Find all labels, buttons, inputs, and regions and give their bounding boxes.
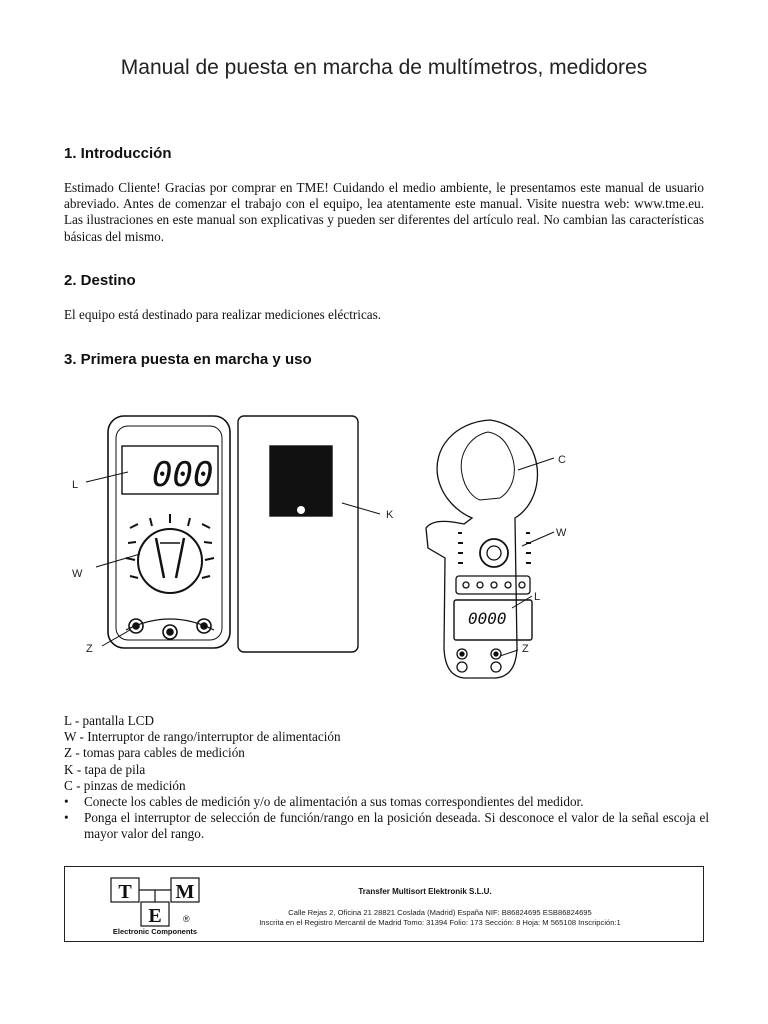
label-l-right: L bbox=[534, 591, 541, 603]
bullet-item bbox=[64, 810, 709, 842]
paragraph-introduccion: Estimado Cliente! Gracias por comprar en TME! Cuidando el medio ambiente, le presentamos este manual de usuario abreviado. Antes de comenzar el trabajo con el equipo, lea atentamente este manual. Visite nuestra web: www.tme.eu. Las ilustraciones en este manual son explicativas y pueden ser diferentes del artículo real. No cambian las características básicas del mismo. bbox=[64, 180, 704, 244]
paragraph-destino: El equipo está destinado para realizar mediciones eléctricas. bbox=[64, 307, 382, 322]
heading-introduccion: 1. Introducción bbox=[64, 145, 172, 162]
legend-item: W - Interruptor de rango/interruptor de alimentación bbox=[64, 729, 341, 745]
logo-letter-t: T bbox=[118, 881, 132, 903]
label-w-right: W bbox=[556, 527, 567, 539]
multimeter-back bbox=[238, 416, 358, 652]
label-c: C bbox=[558, 454, 566, 466]
company-address bbox=[190, 908, 690, 928]
legend-item: C - pinzas de medición bbox=[64, 777, 186, 793]
multimeter-illustration bbox=[60, 408, 710, 683]
footer-box bbox=[64, 866, 704, 942]
label-w-left: W bbox=[72, 568, 83, 580]
page-title: Manual de puesta en marcha de multímetros, medidores bbox=[120, 56, 648, 79]
heading-destino: 2. Destino bbox=[64, 272, 136, 289]
legend-item: Z - tomas para cables de medición bbox=[64, 745, 245, 761]
lcd-right-digits: 0000 bbox=[468, 609, 507, 628]
legend-item: L - pantalla LCD bbox=[64, 713, 154, 728]
label-z-right: Z bbox=[522, 643, 529, 655]
address-line: Inscrita en el Registro Mercantil de Madrid Tomo: 31394 Folio: 173 Sección: 8 Hoja: M 565108 Inscripción:1 bbox=[259, 918, 621, 927]
logo-subtitle: Electronic Components bbox=[112, 927, 198, 936]
registered-mark: ® bbox=[183, 914, 190, 924]
heading-primera-puesta: 3. Primera puesta en marcha y uso bbox=[64, 351, 312, 368]
legend-item: K - tapa de pila bbox=[64, 761, 146, 777]
label-z-left: Z bbox=[86, 643, 93, 655]
bullet-item bbox=[64, 794, 709, 810]
label-l-left: L bbox=[72, 479, 79, 491]
multimeter-front bbox=[108, 416, 230, 648]
bullet-dot: • bbox=[64, 794, 69, 810]
clamp-meter bbox=[426, 420, 537, 678]
logo-letter-m: M bbox=[175, 881, 195, 903]
address-line: Calle Rejas 2, Oficina 21 28821 Coslada (Madrid) España NIF: B86824695 ESB86824695 bbox=[288, 908, 592, 917]
legend-list bbox=[64, 713, 709, 843]
logo-letter-e: E bbox=[148, 905, 162, 927]
bullet-text: Conecte los cables de medición y/o de alimentación a sus tomas correspondientes del medidor. bbox=[84, 794, 584, 810]
bullet-text: Ponga el interruptor de selección de función/rango en la posición deseada. Si desconoce el valor de la señal escoja el mayor valor del rango. bbox=[84, 810, 709, 842]
lcd-left-digits: 000 bbox=[152, 455, 214, 495]
company-name: Transfer Multisort Elektronik S.L.U. bbox=[358, 887, 492, 896]
bullet-dot: • bbox=[64, 810, 69, 826]
label-k: K bbox=[386, 509, 394, 521]
